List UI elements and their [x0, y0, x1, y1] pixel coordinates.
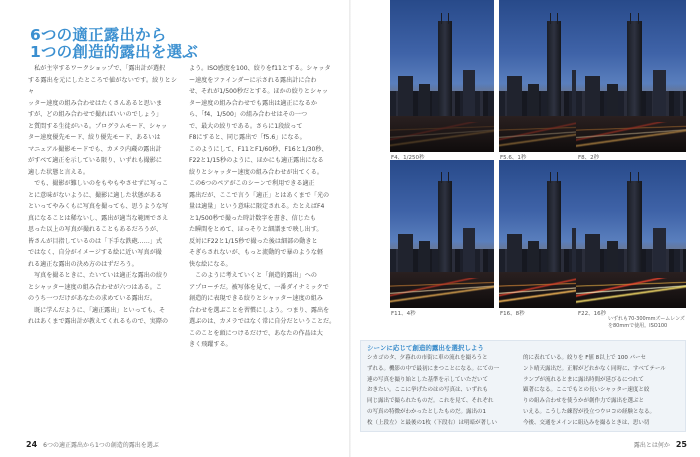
text-line: 合わせを選ぶことを習慣にしよう。つまり、露出を [189, 306, 330, 314]
text-line: シカゴのタ、夕暮れの市街に車の流れを撮ろうと [367, 355, 488, 361]
text-line: の写真の特徴がわかったとしたものだ。露出の1 [367, 408, 487, 415]
left-page-footer [26, 440, 159, 449]
text-line: ら、「f4、1/500」の組み合わせはその一つ [189, 111, 308, 118]
text-line: ター速度優先モード、絞り優先モード、あるいは [28, 134, 161, 141]
text-line: 枚（上段左）と最後の1枚（下段右）は明暗が著しい [367, 419, 498, 426]
page-title [30, 27, 198, 61]
photo-f11 [390, 160, 494, 308]
text-line: ント晴天露出だ。正解がどれかなく同時に、すべてテール [523, 365, 666, 372]
text-line: とに意味がないように、撮影に適した状態がある [28, 191, 163, 199]
text-line: 今後、交通をメインに組込みを撮るときは、思い切 [523, 419, 650, 426]
photo-f4 [390, 0, 494, 152]
text-line: する露出を元にしたところで値がないです。絞りとシャ [28, 76, 177, 95]
photo-caption: F5.6、1秒 [500, 155, 527, 161]
text-line: 的に表れている。絞りを F値 8以上で 100 パーセ [523, 355, 647, 361]
text-line: そぎらされないが、もっと流動的で暴のような軽 [189, 249, 324, 256]
text-line: よう。ISO感度を100、絞りをf11とする。シャッタ [189, 65, 331, 72]
text-line: 私が主宰するワークショップで、「露出計が選択 [28, 65, 166, 72]
text-line: 量は適量」という意味に限定される。たとえばF4 [189, 203, 325, 210]
text-line: で、最大の絞りである。さらに1段絞って [189, 122, 303, 130]
text-line: がすべて適正を示している限り、いずれも撮影に [28, 157, 162, 164]
text-line: 同じ露出で撮られたものだ。これを見て、それぞれ [367, 398, 494, 405]
text-line: 適した状態と言える。 [28, 168, 89, 176]
text-line: このようにして、F11とF1/60秒、F16と1/30秒、 [189, 145, 328, 153]
text-line: きく飛躍する。 [189, 341, 232, 348]
text-line: といってやみくもに写真を撮っても、思うような写 [28, 203, 169, 210]
right-running-footer: 露出とは何か [633, 442, 670, 449]
text-line: 皆さんが目指しているのは「下手な鉄砲……」式 [28, 237, 163, 245]
right-page-footer [634, 440, 687, 449]
text-line: アプローチだ。被写体を見て、一番ダイナミックで [189, 283, 329, 291]
text-line: ー速度をファインダーに示される露出計に合わ [189, 76, 317, 84]
text-line: た瞬間をとめて、ほっそりと細譜まで映し出す。 [189, 226, 323, 233]
text-line: 選ぶのは、カメラではなく常に自分だということだ。 [189, 318, 336, 325]
text-line: と質問する生徒がいる。プログラムモード、シャッ [28, 122, 168, 130]
photo-f22 [576, 160, 686, 308]
lens-note: いずれも70-300mmズームレンズを80mmで使用。ISO100 [608, 316, 685, 329]
page-gutter [349, 0, 351, 457]
text-line: ではなく、自分がイメージする絵に近い写真が撮 [28, 249, 162, 256]
text-line: このことを頭につけるだけで、あなたの作品は大 [189, 329, 323, 337]
left-page-number: 24 [26, 440, 38, 449]
text-line: ランプが流れるとまに露出時間が延びるにつれて [523, 376, 644, 383]
text-line: 創造的に表現できる絞りとシャッター速度の組み [189, 295, 323, 302]
sidebar-column-right [523, 353, 681, 429]
body-column-left [28, 63, 177, 431]
body-column-right [189, 63, 338, 431]
sidebar-title: シーンに応じて創造的露出を選択しよう [367, 344, 484, 352]
photo-caption: F16、8秒 [500, 311, 525, 317]
text-line: ずれる。機影の中で最初にまつことになる。にての一 [367, 365, 500, 372]
text-line: 快な絵になる。 [189, 260, 232, 268]
sidebar-column-left [367, 353, 512, 429]
text-line: のうち一つだけがあなたの求めている露出だ。 [28, 295, 156, 302]
text-line: 思った以上の写真が撮れることもあるだろうが、 [28, 226, 163, 233]
text-line: この6つのペアがこのシーンで利用できる適正 [189, 180, 315, 187]
text-line: 真になることは稀ないし、露出が適当な範囲でさえ [28, 214, 169, 222]
text-line: 写真を撮るときに、たいていは適正な露出の絞り [28, 272, 169, 279]
text-line: れはあくまで露出計が教えてくれるもので、実際の [28, 318, 169, 325]
photo-f8 [576, 0, 686, 152]
text-line: 反対にF22と1/15秒で撮った後は細部の動きと [189, 237, 318, 245]
text-line: このように考えていくと「創造的露出」への [189, 272, 317, 279]
text-line: 顕著になる。ここでもとの長いシャッター速度と絞 [523, 387, 650, 394]
text-line: 絞りとシャッター速度の組み合わせが出てくる。 [189, 168, 323, 176]
text-line: おきたい。ここに挙げたのはの写真は、いずれも [367, 387, 489, 394]
text-line: マニュアル撮影モードでも、カメラ内蔵の露出計 [28, 145, 162, 153]
text-line: 既に学んだように、「適正露出」といっても、そ [28, 306, 166, 314]
text-line: りの組み合わせを使うかが創作力で露出を選ぶと [523, 398, 645, 405]
text-line: F22と1/15秒のように、ほかにも適正露出になる [189, 157, 324, 164]
left-running-footer: 6つの適正露出から1つの創造的露出を選ぶ [43, 442, 159, 449]
text-line: F8にすると、同じ露出で「f5.6」になる。 [189, 134, 306, 141]
right-page-number: 25 [675, 440, 687, 449]
text-line: ッター速度の組み合わせはたくさんあると思いま [28, 99, 163, 107]
text-line: とシャッター速度の組み合わせが六つはある。こ [28, 283, 162, 291]
text-line: すが、どの組み合わせで撮ればいいのでしょう」 [28, 111, 163, 118]
title-line-2: 1つの創造的露出を選ぶ [30, 43, 198, 61]
text-line: せ、それが1/500秒だとする。ほかの絞りとシャッ [189, 88, 329, 95]
text-line: と1/500秒で撮った時計数字を書き、信じたも [189, 214, 317, 222]
text-line: 連の写真を撮り始とした基準を示していただいて [367, 376, 489, 383]
photo-caption: F4、1/250秒 [391, 155, 425, 161]
title-line-1: 6つの適正露出から [30, 26, 167, 44]
photo-caption: F11、4秒 [391, 311, 416, 317]
text-line: いえる。こうした練習が役立つウロコの経験となる。 [523, 408, 656, 415]
photo-caption: F8、2秒 [578, 155, 600, 161]
text-line: でも、撮影が難しいのをもやもやさせずに写っこ [28, 180, 169, 187]
text-line: 露出だが、ここで言う「適正」とはあくまで「光の [189, 191, 330, 199]
text-line: れる適正な露出の決め方のはずだろう。 [28, 260, 138, 268]
text-line: ター速度の組み合わせでも露出は適正になるか [189, 99, 317, 107]
photo-caption: F22、16秒 [578, 311, 607, 317]
